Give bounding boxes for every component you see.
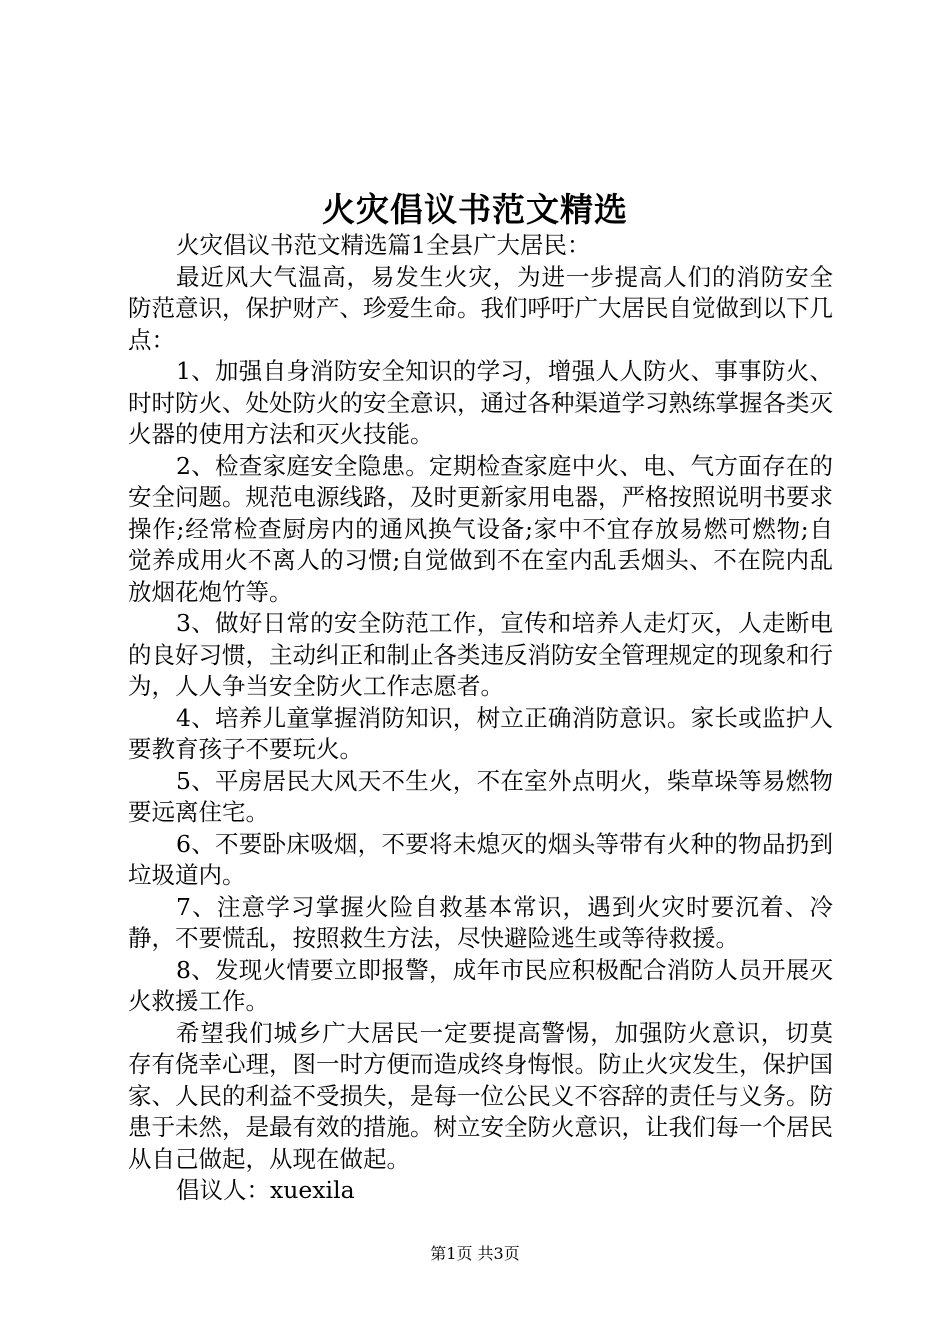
paragraph-intro: 最近风大气温高，易发生火灾，为进一步提高人们的消防安全防范意识，保护财产、珍爱生命。我们呼吁广大居民自觉做到以下几点： bbox=[128, 262, 833, 354]
paragraph-item-5: 5、平房居民大风天不生火，不在室外点明火，柴草垛等易燃物要远离住宅。 bbox=[128, 766, 833, 826]
paragraph-item-3: 3、做好日常的安全防范工作，宣传和培养人走灯灭，人走断电的良好习惯，主动纠正和制止各类违反消防安全管理规定的现象和行为，人人争当安全防火工作志愿者。 bbox=[128, 609, 833, 700]
paragraph-item-8: 8、发现火情要立即报警，成年市民应积极配合消防人员开展灭火救援工作。 bbox=[128, 955, 833, 1015]
paragraph-item-6: 6、不要卧床吸烟，不要将未熄灭的烟头等带有火种的物品扔到垃圾道内。 bbox=[128, 829, 833, 889]
paragraph-signature: 倡议人：xuexila bbox=[176, 1176, 355, 1204]
page-footer: 第1页 共3页 bbox=[430, 1244, 520, 1263]
paragraph-item-7: 7、注意学习掌握火险自救基本常识，遇到火灾时要沉着、冷静，不要慌乱，按照救生方法，尽快避险逃生或等待救援。 bbox=[128, 892, 833, 952]
paragraph-item-1: 1、加强自身消防安全知识的学习，增强人人防火、事事防火、时时防火、处处防火的安全意识，通过各种渠道学习熟练掌握各类灭火器的使用方法和灭火技能。 bbox=[128, 357, 833, 448]
paragraph-greeting: 火灾倡议书范文精选篇1全县广大居民： bbox=[176, 231, 591, 259]
paragraph-item-4: 4、培养儿童掌握消防知识，树立正确消防意识。家长或监护人要教育孩子不要玩火。 bbox=[128, 703, 833, 763]
document-body bbox=[128, 230, 833, 1207]
paragraph-item-2: 2、检查家庭安全隐患。定期检查家庭中火、电、气方面存在的安全问题。规范电源线路，及时更新家用电器，严格按照说明书要求操作;经常检查厨房内的通风换气设备;家中不宜存放易燃可燃物;自觉养成用火不离人的习惯;自觉做到不在室内乱丢烟头、不在院内乱放烟花炮竹等。 bbox=[128, 451, 833, 606]
document-title: 火灾倡议书范文精选 bbox=[322, 190, 628, 229]
paragraph-closing: 希望我们城乡广大居民一定要提高警惕，加强防火意识，切莫存有侥幸心理，图一时方便而造成终身悔恨。防止火灾发生，保护国家、人民的利益不受损失，是每一位公民义不容辞的责任与义务。防患于未然，是最有效的措施。树立安全防火意识，让我们每一个居民从自己做起，从现在做起。 bbox=[128, 1018, 833, 1173]
